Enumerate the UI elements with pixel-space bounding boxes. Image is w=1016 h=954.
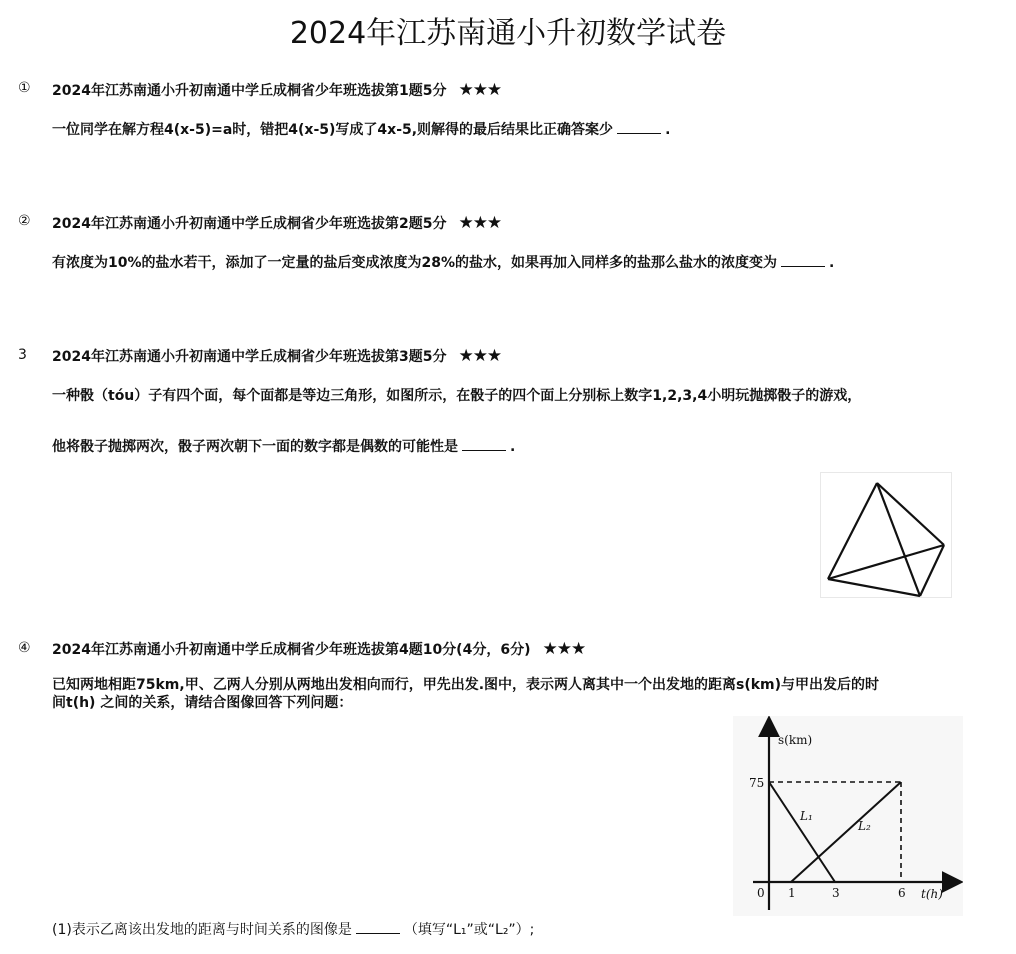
question-4-sub1-pre: (1)表示乙离该出发地的距离与时间关系的图像是 bbox=[52, 922, 352, 938]
question-3-number: 3 bbox=[18, 347, 27, 363]
difficulty-stars-icon: ★★★ bbox=[458, 346, 502, 366]
x-tick-label-1: 1 bbox=[788, 886, 796, 900]
question-2-body: 有浓度为10%的盐水若干，添加了一定量的盐后变成浓度为28%的盐水，如果再加入同样多的盐那么盐水的浓度变为 bbox=[52, 255, 778, 271]
difficulty-stars-icon: ★★★ bbox=[458, 213, 502, 233]
question-2-header-text: 2024年江苏南通小升初南通中学丘成桐省少年班选拔第2题5分 bbox=[52, 216, 447, 232]
question-1-body: 一位同学在解方程4(x-5)=a时，错把4(x-5)写成了4x-5,则解得的最后结果比正确答案少 bbox=[52, 122, 614, 138]
answer-blank[interactable] bbox=[356, 921, 400, 934]
page-title: 2024年江苏南通小升初数学试卷 bbox=[289, 16, 727, 51]
question-4-sub1-post: （填写“L₁”或“L₂”）; bbox=[403, 922, 535, 938]
x-tick-label-6: 6 bbox=[898, 886, 906, 900]
difficulty-stars-icon: ★★★ bbox=[542, 639, 586, 659]
question-2-text bbox=[52, 254, 834, 272]
y-axis-label: s(km) bbox=[778, 733, 813, 747]
question-3-header bbox=[52, 346, 501, 366]
difficulty-stars-icon: ★★★ bbox=[458, 80, 502, 100]
question-4-text-line2: 间t(h) 之间的关系，请结合图像回答下列问题： bbox=[52, 695, 353, 711]
question-3-period: . bbox=[510, 439, 516, 455]
question-1-number: ① bbox=[18, 80, 31, 96]
y-tick-label-75: 75 bbox=[749, 776, 765, 790]
question-4-text-line1: 已知两地相距75km,甲、乙两人分别从两地出发相向而行，甲先出发.图中，表示两人离其中一个出发地的距离s(km)与甲出发后的时 bbox=[52, 677, 880, 693]
x-axis-label: t(h) bbox=[921, 887, 943, 901]
question-1-period: . bbox=[665, 122, 671, 138]
answer-blank[interactable] bbox=[781, 254, 825, 267]
tetrahedron-figure bbox=[820, 472, 952, 598]
graph-background bbox=[733, 716, 963, 916]
x-tick-label-3: 3 bbox=[832, 886, 840, 900]
origin-label: 0 bbox=[757, 886, 765, 900]
question-2-period: . bbox=[829, 255, 835, 271]
question-3-header-text: 2024年江苏南通小升初南通中学丘成桐省少年班选拔第3题5分 bbox=[52, 349, 447, 365]
question-3-text-line2 bbox=[52, 438, 515, 456]
question-4-number: ④ bbox=[18, 640, 31, 656]
question-2-number: ② bbox=[18, 213, 31, 229]
question-3-text-line1: 一种骰（tóu）子有四个面，每个面都是等边三角形，如图所示，在骰子的四个面上分别标上数字1,2,3,4小明玩抛掷骰子的游戏， bbox=[52, 388, 862, 404]
question-4-sub1 bbox=[52, 921, 534, 939]
question-2-header bbox=[52, 213, 501, 233]
question-1-header bbox=[52, 80, 501, 100]
question-1-header-text: 2024年江苏南通小升初南通中学丘成桐省少年班选拔第1题5分 bbox=[52, 83, 447, 99]
question-3-body: 他将骰子抛掷两次，骰子两次朝下一面的数字都是偶数的可能性是 bbox=[52, 439, 458, 455]
line-l2-label: L₂ bbox=[858, 819, 871, 833]
line-l1-label: L₁ bbox=[800, 809, 813, 823]
question-4-header-text: 2024年江苏南通小升初南通中学丘成桐省少年班选拔第4题10分(4分，6分) bbox=[52, 642, 531, 658]
answer-blank[interactable] bbox=[462, 438, 506, 451]
answer-blank[interactable] bbox=[617, 121, 661, 134]
distance-time-graph bbox=[733, 716, 963, 916]
question-4-header bbox=[52, 639, 585, 659]
question-1-text bbox=[52, 121, 670, 139]
